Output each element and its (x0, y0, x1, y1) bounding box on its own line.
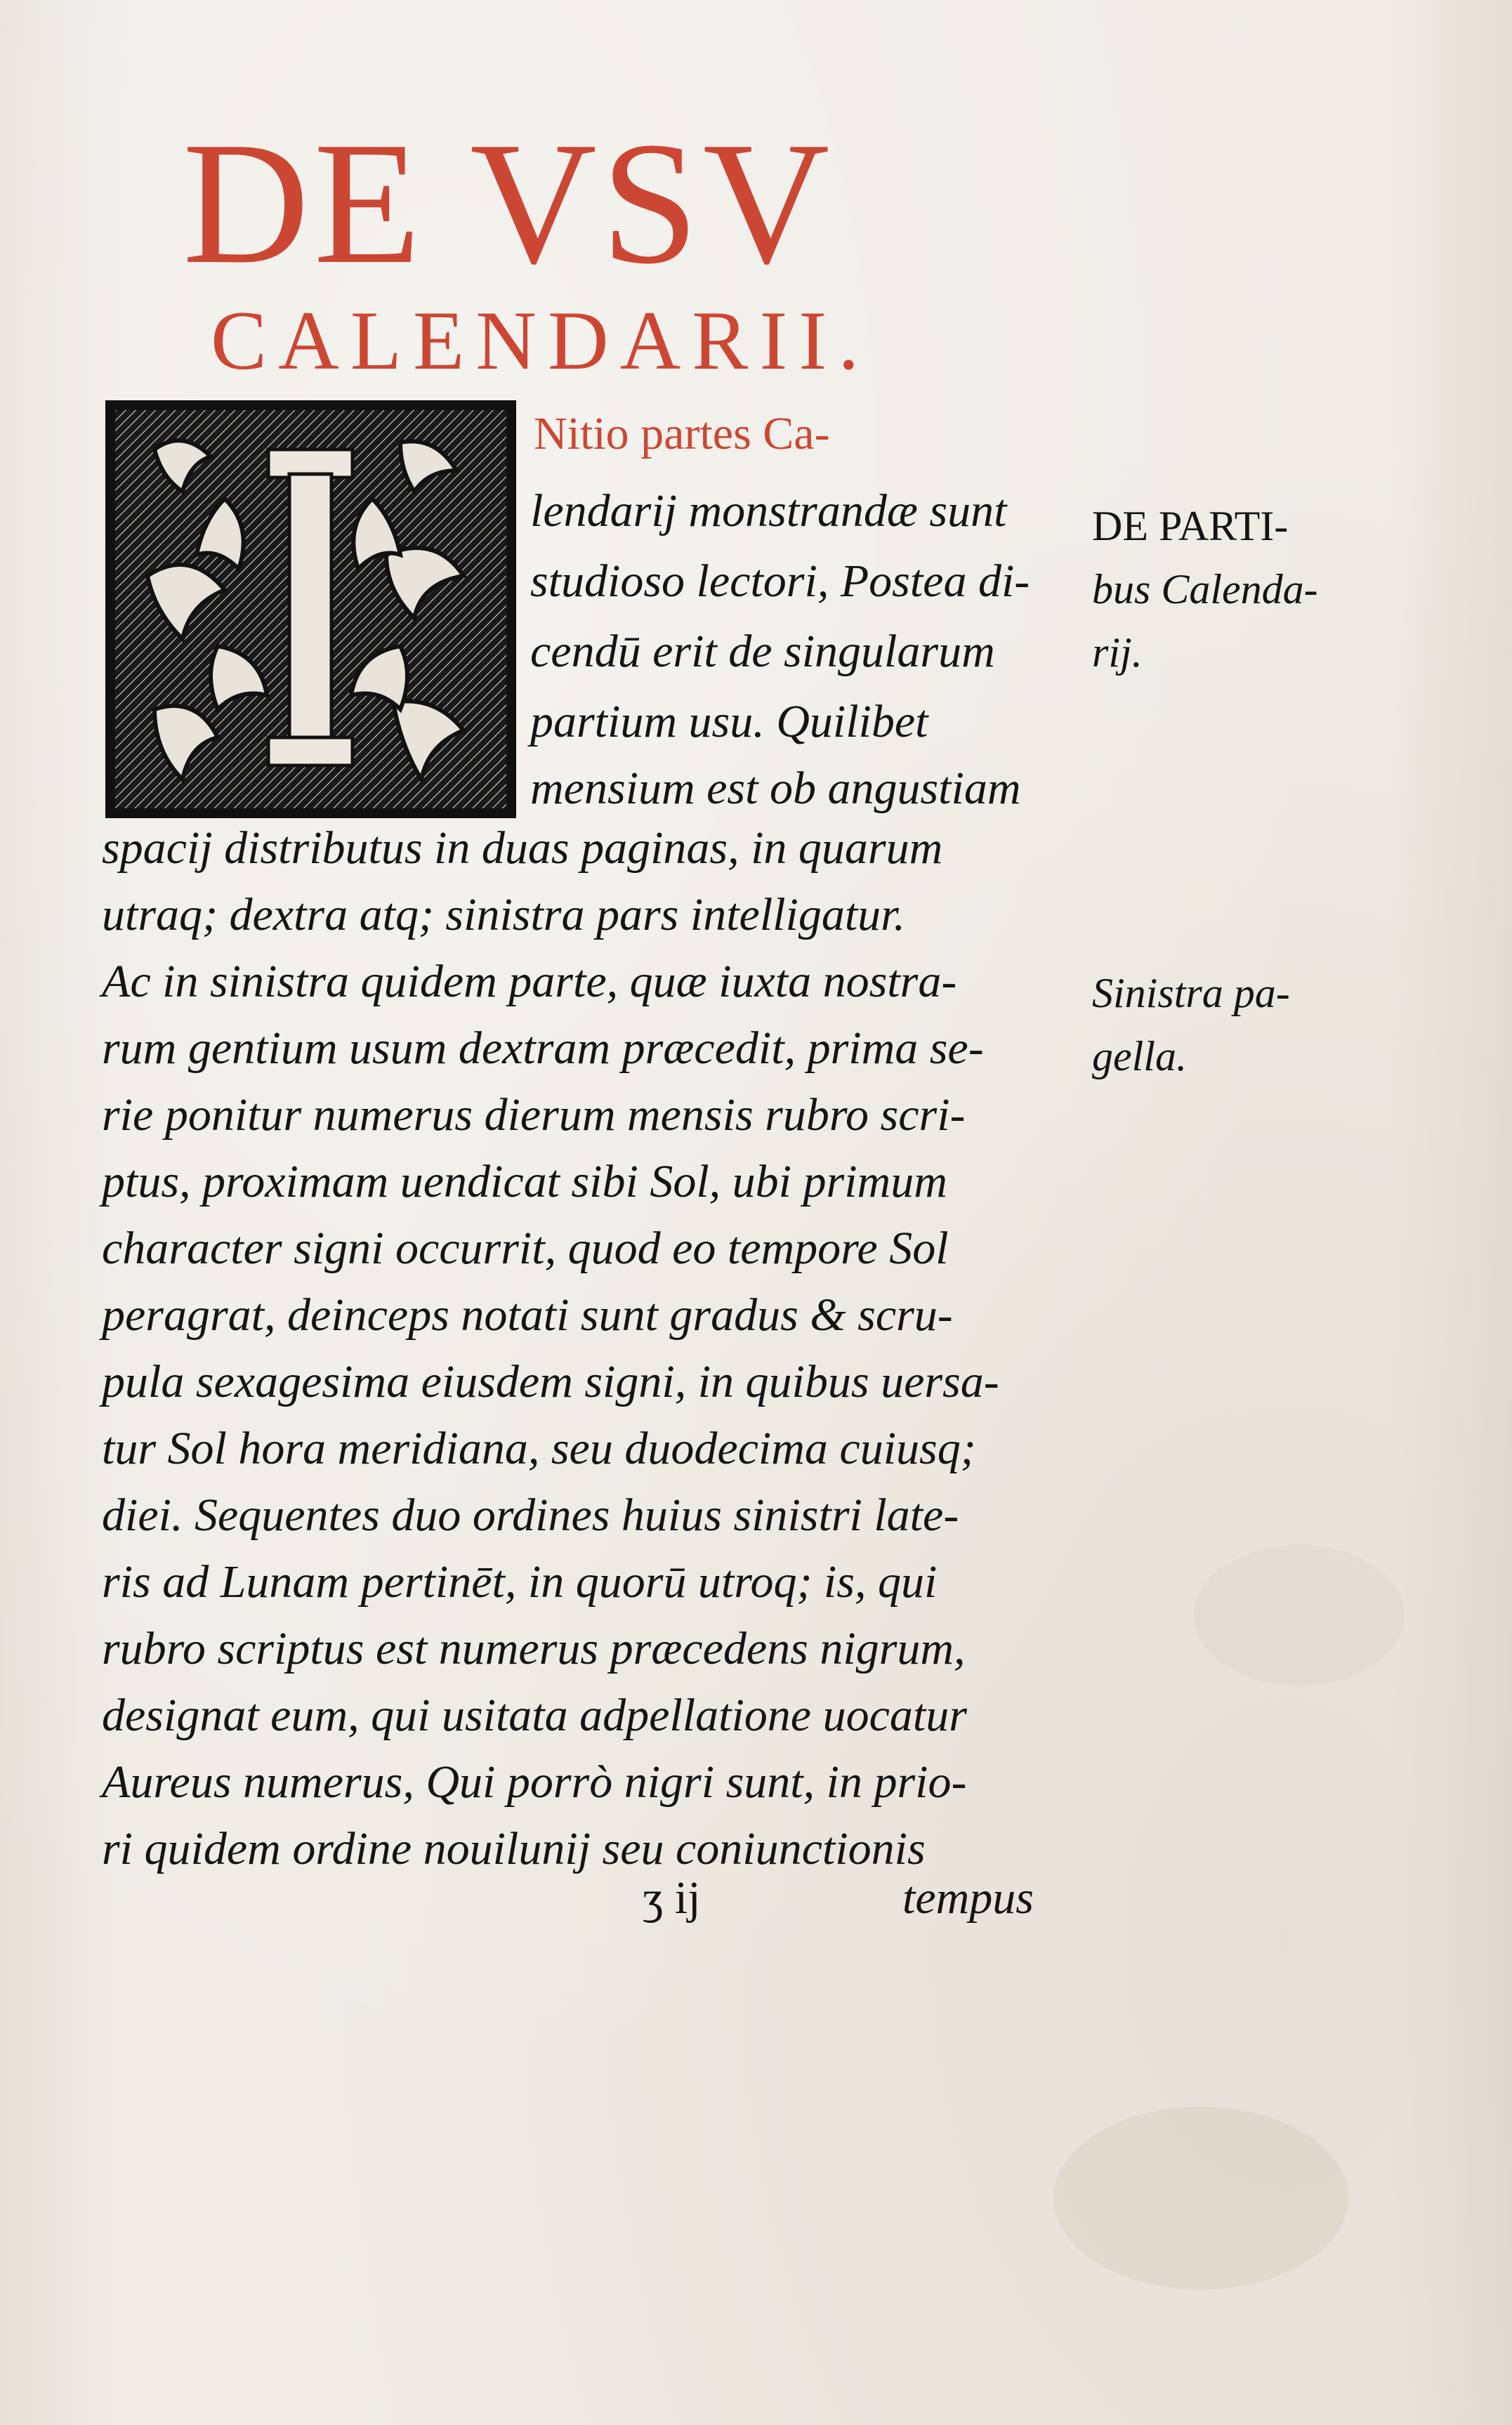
heading-line-1: DE VSV (183, 106, 834, 301)
marginal-note-1-line-2: bus Calenda- (1092, 566, 1318, 612)
rubric-text: Nitio partes Ca- (534, 408, 830, 459)
paper-stain (1194, 1545, 1405, 1685)
signature-mark: ʒ ij (643, 1872, 701, 1924)
body-line-10: rum gentium usum dextram præcedit, prima se- (102, 1023, 984, 1074)
drop-cap-i-icon (105, 400, 516, 818)
body-line-8: utraq; dextra atq; sinistra pars intelligatur. (102, 889, 906, 940)
body-line-15: pula sexagesima eiusdem signi, in quibus uersa- (102, 1356, 999, 1407)
marginal-note-2-line-1: Sinistra pa- (1092, 970, 1290, 1016)
body-line-3: studioso lectori, Postea di- (530, 556, 1030, 607)
body-line-20: designat eum, qui usitata adpellatione uocatur (102, 1690, 967, 1741)
body-line-9: Ac in sinistra quidem parte, quæ iuxta nostra- (102, 956, 957, 1007)
body-line-14: peragrat, deinceps notati sunt gradus & scru- (102, 1289, 953, 1341)
heading-line-2: CALENDARII. (211, 294, 871, 387)
body-line-19: rubro scriptus est numerus præcedens nigrum, (102, 1623, 966, 1674)
woodcut-initial-letter (105, 400, 516, 818)
paper-stain (1053, 2107, 1348, 2289)
body-line-17: diei. Sequentes duo ordines huius sinistri late- (102, 1490, 959, 1541)
body-line-1 (534, 407, 830, 461)
body-line-4: cendū erit de singularum (530, 626, 995, 677)
body-line-22: ri quidem ordine nouilunij seu coniunctionis (102, 1823, 926, 1874)
body-line-6: mensium est ob angustiam (530, 763, 1021, 814)
body-line-12: ptus, proximam uendicat sibi Sol, ubi primum (102, 1156, 947, 1207)
body-line-2: lendarij monstrandæ sunt (530, 485, 1007, 537)
body-line-7: spacij distributus in duas paginas, in quarum (102, 822, 943, 874)
body-line-21: Aureus numerus, Qui porrò nigri sunt, in prio- (102, 1756, 967, 1808)
body-line-18: ris ad Lunam pertinēt, in quorū utroq; is, qui (102, 1556, 938, 1608)
body-line-16: tur Sol hora meridiana, seu duodecima cuiusq; (102, 1423, 976, 1474)
catchword: tempus (902, 1872, 1034, 1924)
marginal-note-1-line-3: rij. (1092, 629, 1143, 676)
body-line-11: rie ponitur numerus dierum mensis rubro scri- (102, 1089, 966, 1141)
marginal-note-2-line-2: gella. (1092, 1033, 1187, 1079)
body-line-5: partium usu. Quilibet (530, 696, 928, 747)
marginal-note-1-line-1: DE PARTI- (1092, 503, 1289, 549)
body-line-13: character signi occurrit, quod eo tempore Sol (102, 1223, 949, 1274)
